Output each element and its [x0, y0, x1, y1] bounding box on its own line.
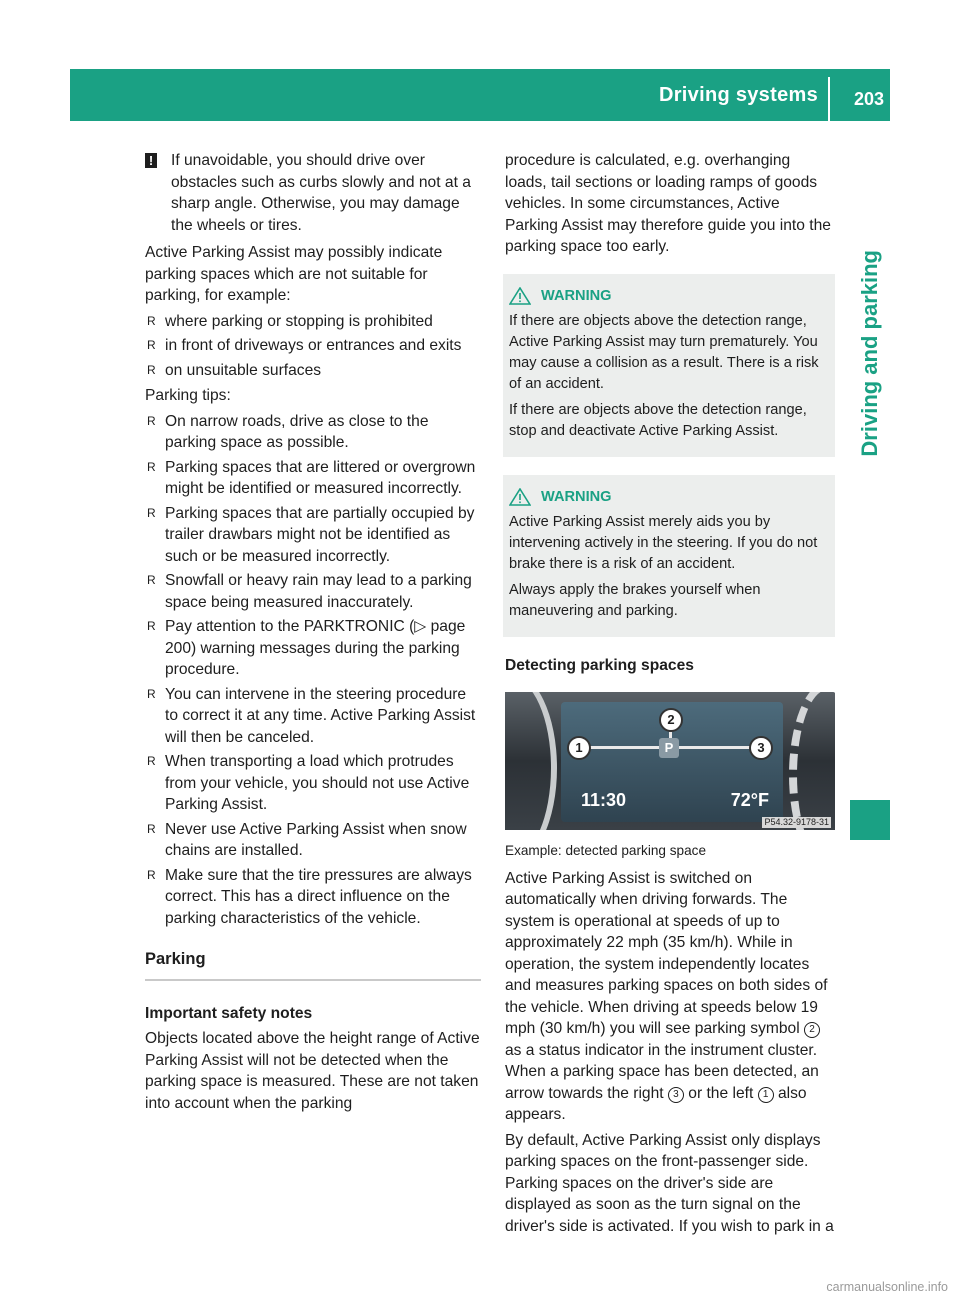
detection-paragraph: Active Parking Assist is switched on automatically when driving forwards. The system is operational at speeds of up to approximately 22 mph (35 km/h). While in operation, the system independently locates and measures parking spaces on both sides of the vehicle. When driving at speeds below 19 mph (30 km/h) you will see parking symbol 2 as a status indicator in the instrument cluster. When a parking space has been detected, an arrow towards the right 3 or the left 1 also appears.	[505, 869, 828, 1123]
side-tab-marker	[850, 800, 890, 840]
bullet-icon: R	[147, 867, 156, 882]
exclamation-icon: !	[145, 153, 157, 168]
list-item: R Make sure that the tire pressures are always correct. This has a direct influence on the parking characteristics of the vehicle.	[147, 866, 472, 927]
list-item: R where parking or stopping is prohibited	[145, 311, 481, 333]
warning-title: WARNING	[509, 487, 829, 508]
bullet-icon: R	[147, 754, 156, 768]
callout-ref-2: 2	[804, 1022, 820, 1038]
header-divider	[828, 77, 830, 121]
list-item: R Parking spaces that are littered or overgrown might be identified or measured incorrectly.	[147, 458, 476, 497]
list-item: R Snowfall or heavy rain may lead to a parking space being measured inaccurately.	[147, 572, 472, 611]
bullet-icon: R	[147, 619, 156, 633]
bullet-icon: R	[147, 338, 156, 352]
side-tab	[850, 250, 890, 790]
bullet-icon: R	[147, 362, 156, 377]
page-number: 203	[853, 89, 884, 109]
list-item: R Never use Active Parking Assist when snow chains are installed.	[147, 820, 467, 859]
figure-caption: Example: detected parking space	[505, 843, 707, 858]
list-item: R You can intervene in the steering procedure to correct it at any time. Active Parking Assist will then be canceled.	[147, 685, 476, 746]
bullet-icon: R	[147, 459, 156, 474]
figure-code: P54.32-9178-31	[764, 817, 829, 827]
callout-3: 3	[749, 736, 773, 760]
bullet-icon: R	[147, 505, 156, 520]
continuation-paragraph: procedure is calculated, e.g. overhanging loads, tail sections or loading ramps of goods vehicles. In some circumstances, Active Parking Assist may therefore guide you into the parking space too early.	[505, 152, 831, 255]
safety-paragraph: Objects located above the height range of Active Parking Assist will not be detected when the parking space is measured. These are not taken into account when the parking	[145, 1030, 480, 1112]
parking-symbol-icon: P	[659, 738, 679, 758]
clock-readout: 11:30	[581, 790, 627, 810]
page-header	[70, 69, 890, 121]
instrument-cluster-figure	[505, 692, 835, 830]
intro-paragraph: Active Parking Assist may possibly indicate parking spaces which are not suitable for parking, for example:	[145, 244, 443, 304]
bullet-icon: R	[147, 686, 156, 701]
bullet-icon: R	[147, 821, 156, 836]
warning-text: If there are objects above the detection range, stop and deactivate Active Parking Assist.	[509, 401, 807, 439]
section-heading-parking: Parking	[145, 949, 481, 981]
warning-box-1	[503, 274, 835, 457]
damage-notice	[145, 150, 481, 236]
subheading-safety-notes: Important safety notes	[145, 1004, 313, 1022]
gauge-arc-left	[505, 692, 557, 830]
callout-2: 2	[659, 708, 683, 732]
warning-box-2	[503, 475, 835, 637]
list-item: R Parking spaces that are partially occupied by trailer drawbars might not be identified as such or be measured incorrectly.	[147, 504, 475, 565]
callout-1: 1	[567, 736, 591, 760]
warning-text: Active Parking Assist merely aids you by intervening actively in the steering. If you do not brake there is a risk of an accident.	[509, 513, 818, 572]
side-tab-label: Driving and parking	[857, 250, 882, 457]
list-item: R in front of driveways or entrances and exits	[145, 335, 481, 357]
cluster-display	[561, 702, 783, 822]
list-item: R When transporting a load which protrudes from your vehicle, you should not use Active Parking Assist.	[147, 753, 470, 813]
bullet-icon: R	[147, 313, 156, 328]
list-item: R Pay attention to the PARKTRONIC (▷ page 200) warning messages during the parking procedure.	[147, 618, 466, 678]
bullet-icon: R	[147, 413, 156, 428]
bullet-icon: R	[147, 573, 156, 587]
callout-ref-1: 1	[758, 1087, 774, 1103]
warning-title: WARNING	[509, 286, 829, 307]
example-list	[145, 311, 481, 382]
list-item: R on unsuitable surfaces	[145, 360, 481, 382]
warning-text: Always apply the brakes yourself when maneuvering and parking.	[509, 581, 761, 619]
callout-ref-3: 3	[668, 1087, 684, 1103]
tips-heading: Parking tips:	[145, 387, 231, 404]
subheading-detecting: Detecting parking spaces	[505, 656, 694, 674]
warning-triangle-icon	[509, 488, 531, 506]
notice-text: If unavoidable, you should drive over obstacles such as curbs slowly and not at a sharp angle. Otherwise, you may damage the wheels or tires.	[171, 152, 471, 234]
warning-text: If there are objects above the detection range, Active Parking Assist may turn prematurely. You may cause a collision as a result. There is a risk of an accident.	[509, 312, 819, 392]
tips-list	[145, 411, 481, 930]
warning-triangle-icon	[509, 287, 531, 305]
chapter-title: Driving systems	[658, 84, 818, 106]
temperature-readout: 72°F	[730, 790, 769, 810]
watermark: carmanualsonline.info	[826, 1279, 948, 1294]
list-item: R On narrow roads, drive as close to the parking space as possible.	[147, 412, 429, 451]
gauge-arc-right	[789, 692, 835, 830]
right-column	[505, 150, 835, 1241]
left-column	[145, 150, 481, 1118]
default-display-paragraph: By default, Active Parking Assist only displays parking spaces on the front-passenger side. Parking spaces on the driver's side are displayed as soon as the turn signal on the driver's side is activated. If you wish to park in a	[505, 1131, 834, 1235]
